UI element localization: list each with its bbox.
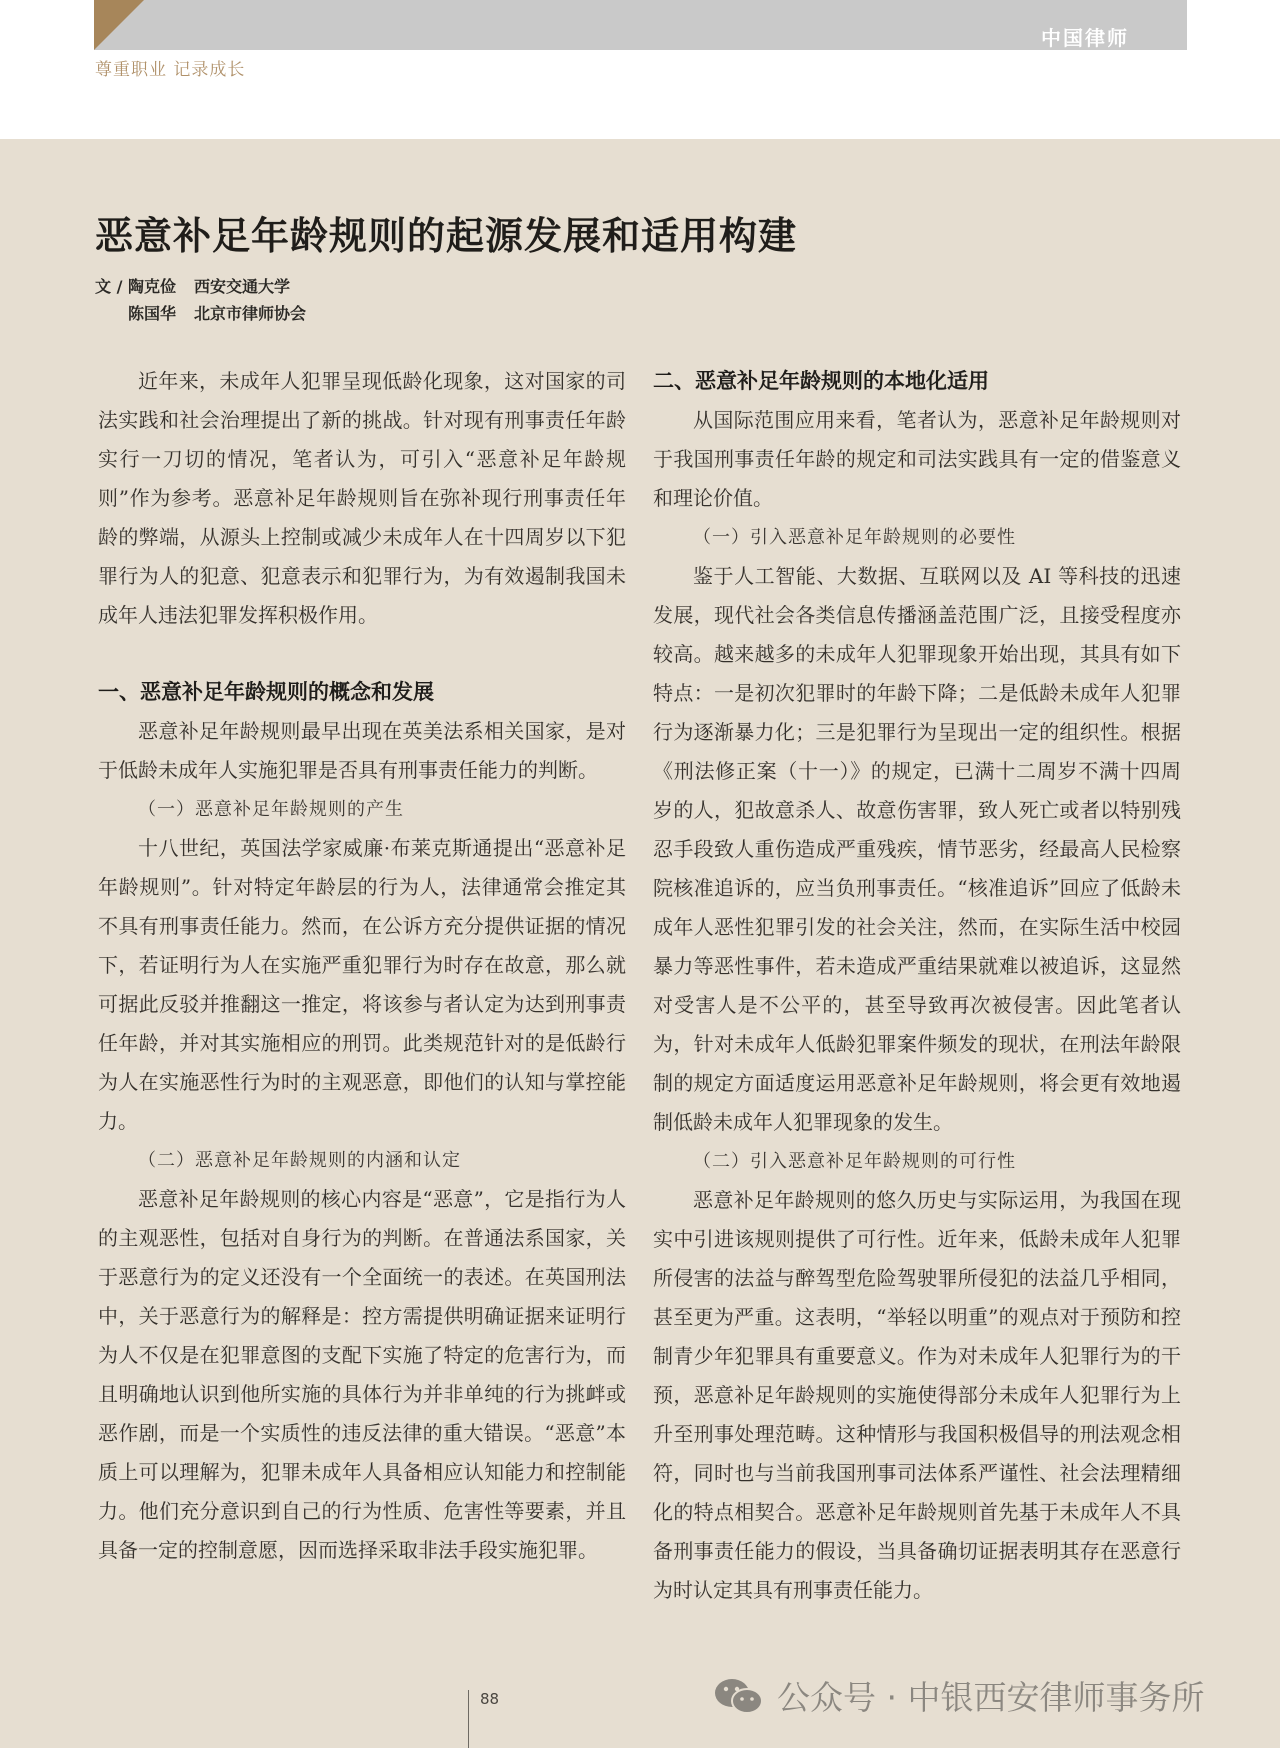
body-paragraph: 十八世纪，英国法学家威廉·布莱克斯通提出“恶意补足年龄规则”。针对特定年龄层的行为人，法律通常会推定其不具有刑事责任能力。然而，在公诉方充分提供证据的情况下，若证明行为人在实施严重犯罪行为时存在故意，那么就可据此反驳并推翻这一推定，将该参与者认定为达到刑事责任年龄，并对其实施相应的刑罚。此类规范针对的是低龄行为人在实施恶性行为时的主观恶意，即他们的认知与掌控能力。: [98, 836, 626, 1133]
body-paragraph: 从国际范围应用来看，笔者认为，恶意补足年龄规则对于我国刑事责任年龄的规定和司法实践具有一定的借鉴意义和理论价值。: [653, 408, 1181, 510]
section-heading: 二、恶意补足年龄规则的本地化适用: [653, 369, 989, 393]
byline-row-1: [95, 273, 306, 300]
body-paragraph: 恶意补足年龄规则的悠久历史与实际运用，为我国在现实中引进该规则提供了可行性。近年来，低龄未成年人犯罪所侵害的法益与醉驾型危险驾驶罪所侵犯的法益几乎相同，甚至更为严重。这表明，“举轻以明重”的观点对于预防和控制青少年犯罪具有重要意义。作为对未成年人犯罪行为的干预，恶意补足年龄规则的实施使得部分未成年人犯罪行为上升至刑事处理范畴。这种情形与我国积极倡导的刑法观念相符，同时也与当前我国刑事司法体系严谨性、社会法理精细化的特点相契合。恶意补足年龄规则首先基于未成年人不具备刑事责任能力的假设，当具备确切证据表明其存在恶意行为时认定其具有刑事责任能力。: [653, 1188, 1181, 1602]
subsection-heading: （二）恶意补足年龄规则的内涵和认定: [138, 1150, 461, 1171]
body-paragraph: 恶意补足年龄规则最早出现在英美法系相关国家，是对于低龄未成年人实施犯罪是否具有刑事责任能力的判断。: [98, 719, 626, 782]
section-heading: 一、恶意补足年龄规则的概念和发展: [98, 680, 434, 704]
wechat-icon: [713, 1676, 765, 1716]
right-column: [653, 362, 1181, 1610]
left-column: [98, 362, 626, 1570]
subsection-heading: （二）引入恶意补足年龄规则的可行性: [693, 1151, 1016, 1172]
byline-row-2: [95, 300, 306, 327]
banner-corner-accent: [94, 0, 144, 50]
byline: [95, 273, 306, 327]
page-number: 88: [480, 1690, 500, 1708]
subsection-heading: （一）恶意补足年龄规则的产生: [138, 799, 404, 820]
author-affiliation: 北京市律师协会: [194, 304, 307, 323]
page-divider: [468, 1690, 469, 1748]
author-name: 陈国华: [128, 304, 177, 323]
article-title: 恶意补足年龄规则的起源发展和适用构建: [95, 214, 798, 258]
intro-paragraph: 近年来，未成年人犯罪呈现低龄化现象，这对国家的司法实践和社会治理提出了新的挑战。针对现有刑事责任年龄实行一刀切的情况，笔者认为，可引入“恶意补足年龄规则”作为参考。恶意补足年龄规则旨在弥补现行刑事责任年龄的弊端，从源头上控制或减少未成年人在十四周岁以下犯罪行为人的犯意、犯意表示和犯罪行为，为有效遏制我国未成年人违法犯罪发挥积极作用。: [98, 369, 626, 627]
header-slogan: 尊重职业 记录成长: [95, 60, 246, 80]
body-paragraph: 恶意补足年龄规则的核心内容是“恶意”，它是指行为人的主观恶性，包括对自身行为的判断。在普通法系国家，关于恶意行为的定义还没有一个全面统一的表述。在英国刑法中，关于恶意行为的解释是：控方需提供明确证据来证明行为人不仅是在犯罪意图的支配下实施了特定的危害行为，而且明确地认识到他所实施的具体行为并非单纯的行为挑衅或恶作剧，而是一个实质性的违反法律的重大错误。“恶意”本质上可以理解为，犯罪未成年人具备相应认知能力和控制能力。他们充分意识到自己的行为性质、危害性等要素，并且具备一定的控制意愿，因而选择采取非法手段实施犯罪。: [98, 1187, 626, 1562]
byline-prefix: 文 /: [95, 277, 128, 296]
author-name: 陶克俭: [128, 277, 177, 296]
watermark: [713, 1672, 1204, 1719]
author-affiliation: 西安交通大学: [194, 277, 291, 296]
header-banner: [94, 0, 1187, 50]
body-paragraph: 鉴于人工智能、大数据、互联网以及 AI 等科技的迅速发展，现代社会各类信息传播涵盖范围广泛，且接受程度亦较高。越来越多的未成年人犯罪现象开始出现，其具有如下特点：一是初次犯罪时的年龄下降；二是低龄未成年人犯罪行为逐渐暴力化；三是犯罪行为呈现出一定的组织性。根据《刑法修正案（十一）》的规定，已满十二周岁不满十四周岁的人，犯故意杀人、故意伤害罪，致人死亡或者以特别残忍手段致人重伤造成严重残疾，情节恶劣，经最高人民检察院核准追诉的，应当负刑事责任。“核准追诉”回应了低龄未成年人恶性犯罪引发的社会关注，然而，在实际生活中校园暴力等恶性事件，若未造成严重结果就难以被追诉，这显然对受害人是不公平的，甚至导致再次被侵害。因此笔者认为，针对未成年人低龄犯罪案件频发的现状，在刑法年龄限制的规定方面适度运用恶意补足年龄规则，将会更有效地遏制低龄未成年人犯罪现象的发生。: [653, 564, 1181, 1134]
magazine-logo: 中国律师: [1041, 26, 1129, 50]
subsection-heading: （一）引入恶意补足年龄规则的必要性: [693, 527, 1016, 548]
watermark-text: 公众号 · 中银西安律师事务所: [777, 1678, 1205, 1717]
